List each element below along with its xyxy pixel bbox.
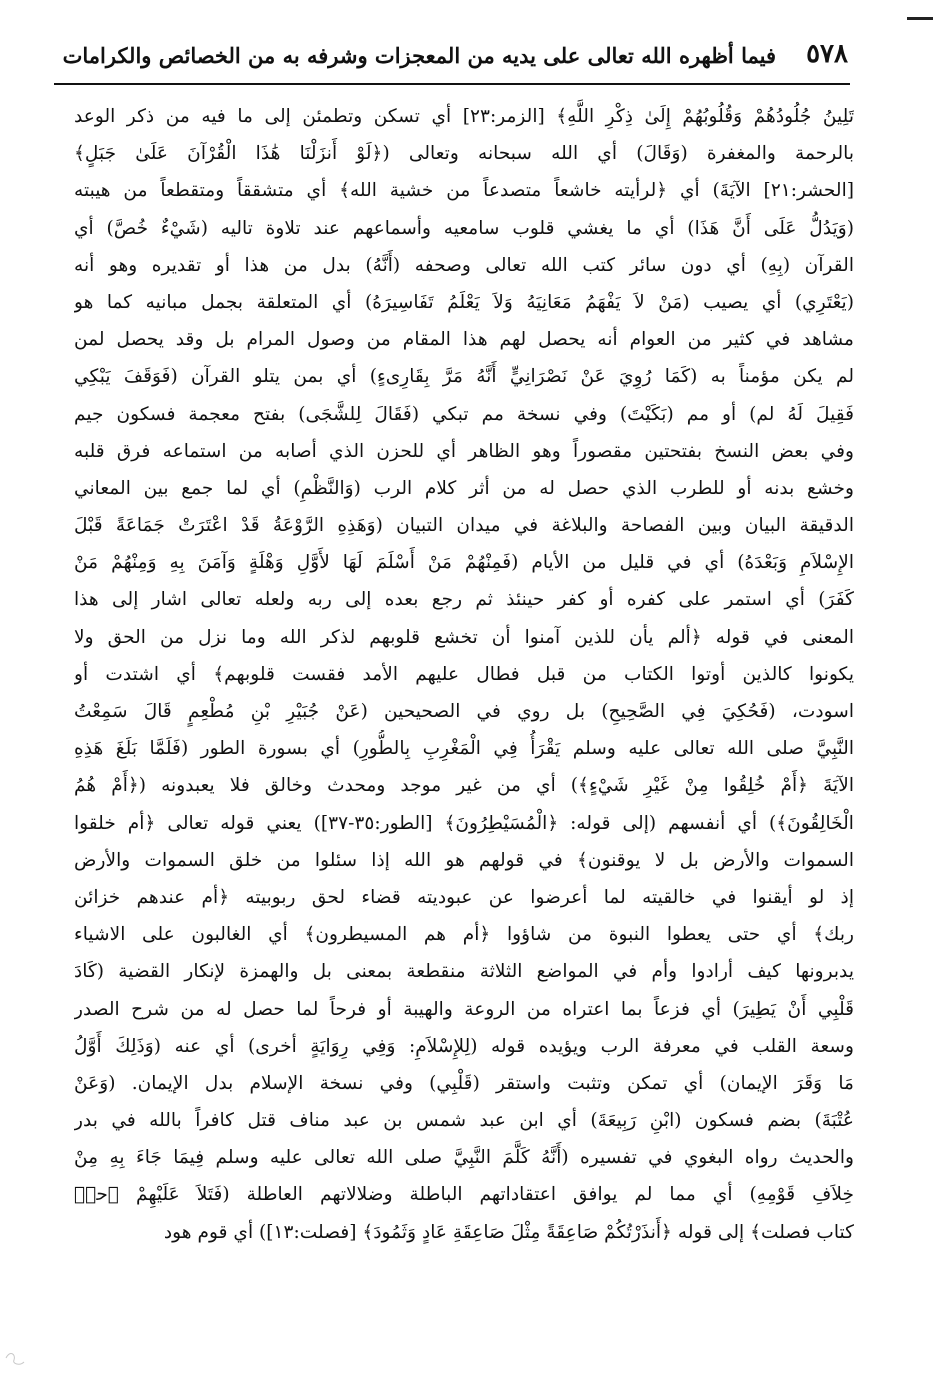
text-line: (وَيَدُلُّ عَلَى أَنَّ هَذَا) أي ما يغشي قلوب سامعيه وأسماعهم عند تلاوة تاليه (شَيْءٌ خُصَّ) أي — [74, 217, 854, 239]
text-line: الدقيقة البيان وبين الفصاحة والبلاغة في ميدان التبيان (وَهَذِهِ الرَّوْعَةُ قَدْ اعْتَرَتْ جَمَاعَةً قَبْلَ — [74, 515, 854, 537]
text-line: القرآن (بِهِ) أي دون سائر كتب الله تعالى وصحفه (أَنَّهُ) بدل من هذا أو تقديره وهو أنه — [74, 254, 854, 276]
text-line: إذ لو أيقنوا في خالقيته لما أعرضوا عن عبوديته قضاء لحق ربوبيته ﴿أم عندهم خزائن — [74, 886, 854, 908]
text-line: قَلْبِي أَنْ يَطِيرَ) أي فزعاً بما اعتراه من الروعة والهيبة أو فرحاً لما حصل له من شرح الصدر — [74, 998, 854, 1020]
text-line: اسودت، (فَحُكِيَ فِي الصَّحِيحِ) بل روي في الصحيحين (عَنْ جُبَيْرِ بْنِ مُطْعِمٍ قَالَ سَمِعْتُ — [74, 701, 854, 722]
text-line: وسعة القلب في معرفة الرب ويؤيده قوله (لِلإِسْلاَمِ: وَفِي رِوَايَةٍ أخرى) أي عنه (وَذَلِكَ أَوَّلُ — [74, 1035, 854, 1057]
text-line: وفي بعض النسخ بفتحتين مقصوراً وهو الظاهر أي للحزن الذي أصابه من استماعه فرق قلبه — [74, 440, 854, 462]
text-line: كَفَرَ) أي استمر على كفره أو كفر حينئذ ثم رجع بعده إلى ربه ولعله تعالى اشار إلى هذا — [74, 589, 854, 611]
text-line: لم يكن مؤمناً به (كَمَا رُوِيَ عَنْ نَصْرَانِيٍّ أَنَّهُ مَرَّ بِقَارِىءٍ) أي بمن يتلو القرآن (فَوَقَفَ يَبْكِي — [74, 366, 854, 388]
text-line: فَقِيلَ لَهُ لم) أو مم (بَكَيْتَ) وفي نسخة مم تبكي (فَقَالَ لِلشَّجَى) بفتح معجمة فسكون جيم — [74, 403, 854, 425]
body-text — [74, 98, 854, 1251]
text-line: تَلِينُ جُلُودُهُمْ وَقُلُوبُهُمْ إِلَىٰ ذِكْرِ اللَّهِ﴾ [الزمر:٢٣] أي تسكن وتطمئن إلى ما فيه من ذكر الوعد — [74, 106, 854, 127]
text-line: النَّبِيَّ صلى الله تعالى عليه وسلم يَقْرَأُ فِي الْمَغْرِبِ بِالطُّورِ) أي بسورة الطور (فَلَمَّا بَلَغَ هَذِهِ — [74, 738, 854, 760]
text-line: ربك﴾ أي حتى يعطوا النبوة من شاؤوا ﴿أم هم المسيطرون﴾ أي الغالبون على الاشياء — [74, 924, 854, 946]
text-line: الْخَالِقُونَ﴾) أي أنفسهم (إلى قوله: ﴿الْمُسَيْطِرُونَ﴾ [الطور:٣٥-٣٧]) يعني قوله تعالى ﴿أم خلقوا — [74, 812, 854, 834]
running-title: فيما أظهره الله تعالى على يديه من المعجزات وشرفه به من الخصائص والكرامات — [62, 43, 776, 68]
corner-mark — [907, 17, 933, 20]
text-line: المعنى في قوله ﴿ألم يأن للذين آمنوا أن تخشع قلوبهم لذكر الله وما نزل من الحق ولا — [74, 626, 854, 648]
text-line: يدبرونها كيف أرادوا وأم في المواضع الثلاثة منقطعة بمعنى بل والهمزة لإنكار القضية (كَادَ — [74, 961, 854, 983]
scan-smudge — [2, 1328, 32, 1368]
text-line: الآيَةَ ﴿أَمْ خُلِقُوا مِنْ غَيْرِ شَيْءٍ﴾) أي من غير موجد ومحدث وخالق فلا يعبدونه (﴿أَمْ هُمُ — [74, 775, 854, 797]
header-rule — [54, 83, 850, 85]
text-line: (يَعْتَرِي) أي يصيب (مَنْ لاَ يَفْهَمُ مَعَانِيَهُ وَلاَ يَعْلَمُ تَفَاسِيرَهُ) أي المتعلقة بجمل مبانيه كما هو — [74, 291, 854, 313]
text-line: مشاهد في كثير من العوام أنه يحصل لهم هذا المقام من وصول المرام بل وقد يحصل لمن — [74, 329, 854, 351]
text-line: خِلاَفِ قَوْمِهِ) أي مما لم يوافق اعتقاداتهم الباطلة وضلالاتهم العاطلة (فَتَلاَ عَلَيْهِمْ ﴿حمۤ — [74, 1184, 854, 1206]
page-number: ٥٧٨ — [806, 39, 848, 69]
text-line: وخشع بدنه أو للطرب الذي حصل له من أثر كلام الرب (وَالنَّظْمِ) أي لما جمع بين المعاني — [74, 477, 854, 499]
text-line: عُتْبَةَ) بضم فسكون (ابْنِ رَبِيعَةَ) أي ابن عبد شمس بن عبد مناف قتل كافراً بالله في بدر — [74, 1110, 854, 1132]
text-line: كتاب فصلت﴾ إلى قوله ﴿أَنذَرْتُكُمْ صَاعِقَةً مِثْلَ صَاعِقَةِ عَادٍ وَثَمُودَ﴾ [فصلت:١٣]) أي قوم هود — [163, 1221, 854, 1243]
text-line: بالرحمة والمغفرة (وَقَالَ) أي الله سبحانه وتعالى (﴿لَوْ أَنزَلْنَا هَٰذَا الْقُرْآنَ عَلَىٰ جَبَلٍ﴾ — [74, 143, 854, 165]
text-line: الإِسْلاَمِ وَبَعْدَهُ) أي في قليل من الأيام (فَمِنْهُمْ مَنْ أَسْلَمَ لَهَا لأَوَّلِ وَهْلَةٍ وَآمَنَ بِهِ وَمِنْهُمْ مَنْ — [74, 552, 854, 574]
text-line: السموات والأرض بل لا يوقنون﴾ في قولهم هو الله إذا سئلوا من خلق السموات والأرض — [74, 849, 854, 871]
text-line: مَا وَقَرَ الإيمان) أي تمكن وتثبت واستقر (قَلْبِي) وفي نسخة الإسلام بدل الإيمان. (وَعَنْ — [74, 1072, 854, 1094]
text-line: والحديث رواه البغوي في تفسيره (أَنَّهُ كَلَّمَ النَّبِيَّ صلى الله تعالى عليه وسلم فِيمَا جَاءَ بِهِ مِنْ — [74, 1147, 854, 1169]
page-header — [54, 34, 848, 80]
text-line: يكونوا كالذين أوتوا الكتاب من قبل فطال عليهم الأمد فقست قلوبهم﴾ أي اشتدت أو — [74, 663, 854, 685]
text-line: [الحشر:٢١] الآيَةَ) أي ﴿لرأيته خاشعاً متصدعاً من خشية الله﴾ أي متشققاً ومتقطعاً من هيبته — [74, 180, 854, 202]
